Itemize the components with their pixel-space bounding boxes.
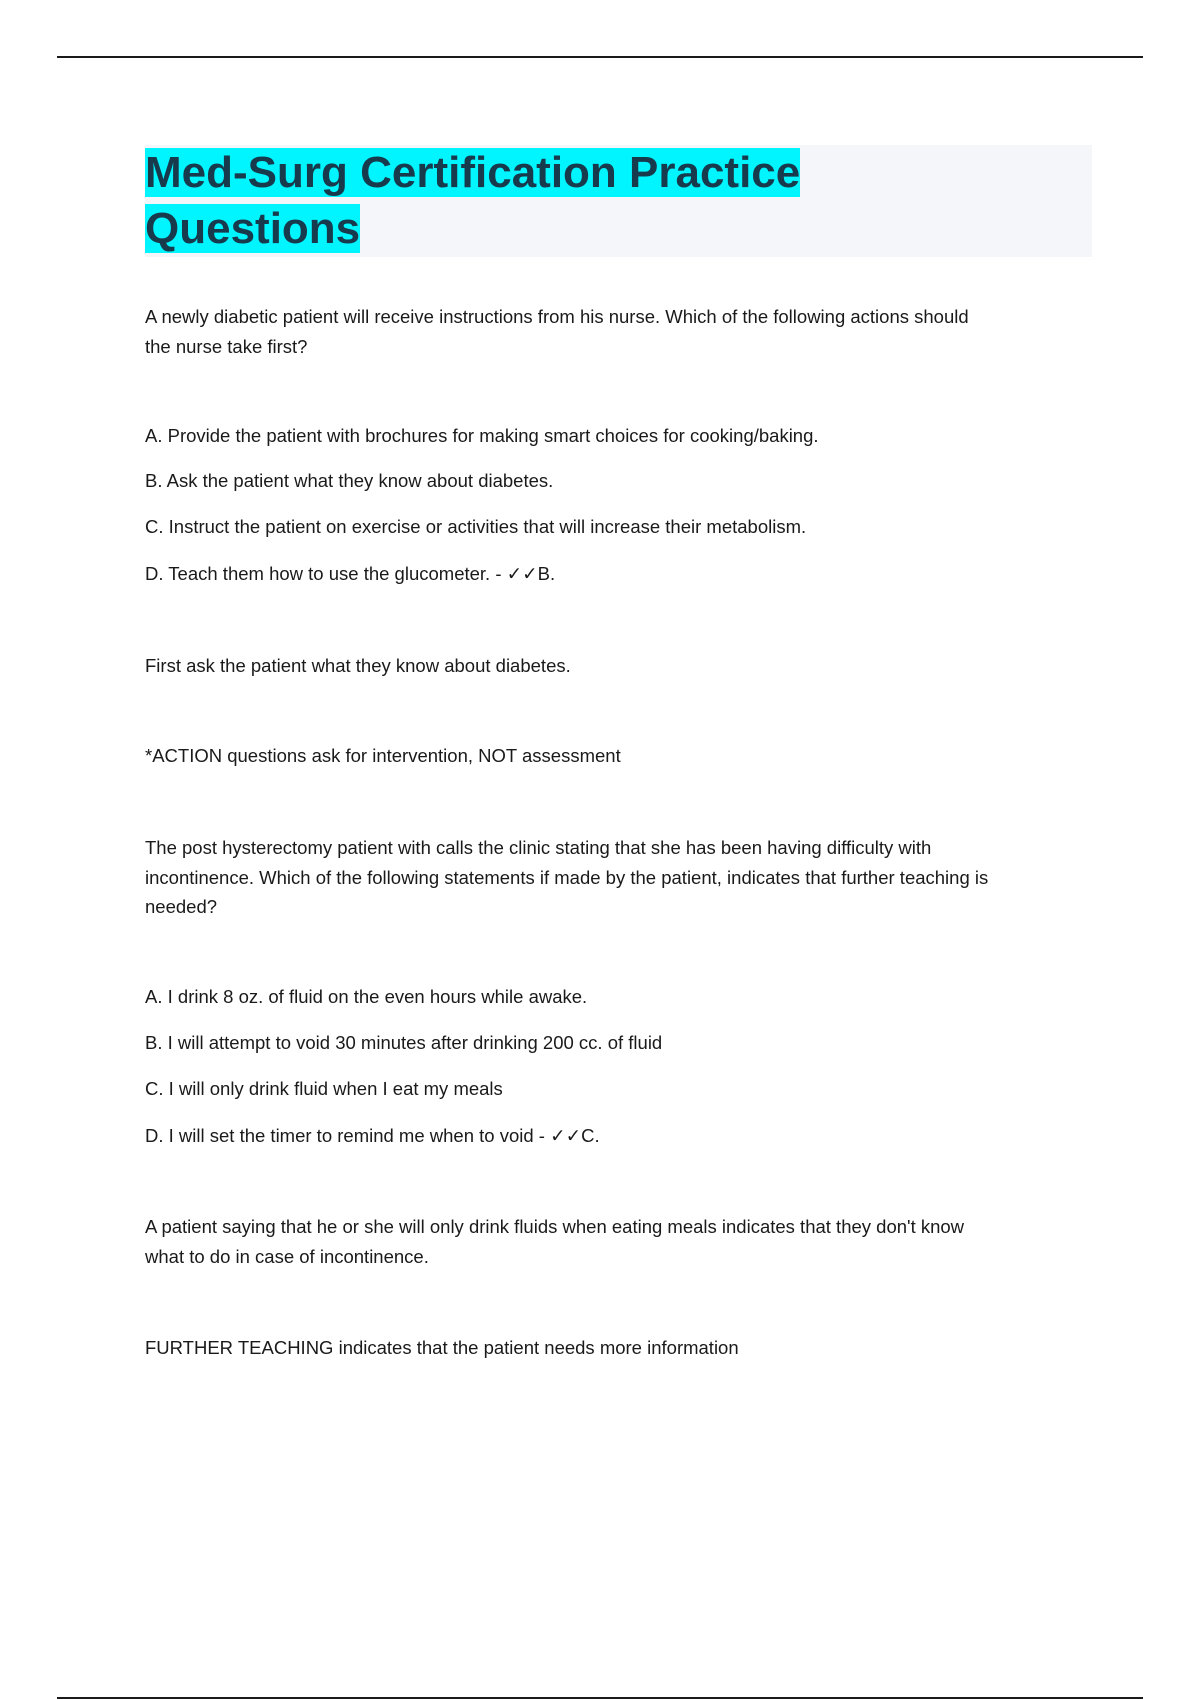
- title-line-2: Questions: [145, 204, 361, 253]
- question-2-stem-line-2: incontinence. Which of the following statements if made by the patient, indicates that further teaching is: [145, 866, 989, 888]
- question-1-option-c: C. Instruct the patient on exercise or activities that will increase their metabolism.: [145, 516, 807, 537]
- question-2-stem: [145, 833, 1095, 922]
- question-1-stem: [145, 302, 1095, 361]
- question-1-note: *ACTION questions ask for intervention, NOT assessment: [145, 745, 621, 766]
- question-2-option-d: D. I will set the timer to remind me when to void - ✓✓C.: [145, 1125, 600, 1146]
- question-2-option-c: C. I will only drink fluid when I eat my meals: [145, 1078, 503, 1099]
- question-1-option-b: B. Ask the patient what they know about diabetes.: [145, 470, 554, 491]
- question-2-rationale: [145, 1212, 1095, 1271]
- question-1-rationale: First ask the patient what they know about diabetes.: [145, 655, 571, 676]
- page-title: [145, 145, 1092, 257]
- question-1-option-a: A. Provide the patient with brochures for making smart choices for cooking/baking.: [145, 425, 819, 446]
- title-line-1: Med-Surg Certification Practice: [145, 148, 801, 197]
- bottom-divider: [57, 1697, 1143, 1699]
- question-2-rationale-line-2: what to do in case of incontinence.: [145, 1245, 429, 1267]
- top-divider: [57, 56, 1143, 58]
- question-2-note: FURTHER TEACHING indicates that the patient needs more information: [145, 1337, 739, 1358]
- question-2-option-a: A. I drink 8 oz. of fluid on the even hours while awake.: [145, 986, 588, 1007]
- question-1-option-d: D. Teach them how to use the glucometer. - ✓✓B.: [145, 563, 556, 584]
- title-block: [145, 145, 1092, 257]
- question-2-stem-line-1: The post hysterectomy patient with calls the clinic stating that she has been having difficulty with: [145, 837, 932, 858]
- question-2-rationale-line-1: A patient saying that he or she will only drink fluids when eating meals indicates that they don't know: [145, 1216, 965, 1237]
- question-2-option-b: B. I will attempt to void 30 minutes after drinking 200 cc. of fluid: [145, 1032, 663, 1053]
- question-1-stem-line-1: A newly diabetic patient will receive instructions from his nurse. Which of the following actions should: [145, 306, 969, 327]
- question-2-stem-line-3: needed?: [145, 896, 218, 917]
- question-1-stem-line-2: the nurse take first?: [145, 335, 308, 357]
